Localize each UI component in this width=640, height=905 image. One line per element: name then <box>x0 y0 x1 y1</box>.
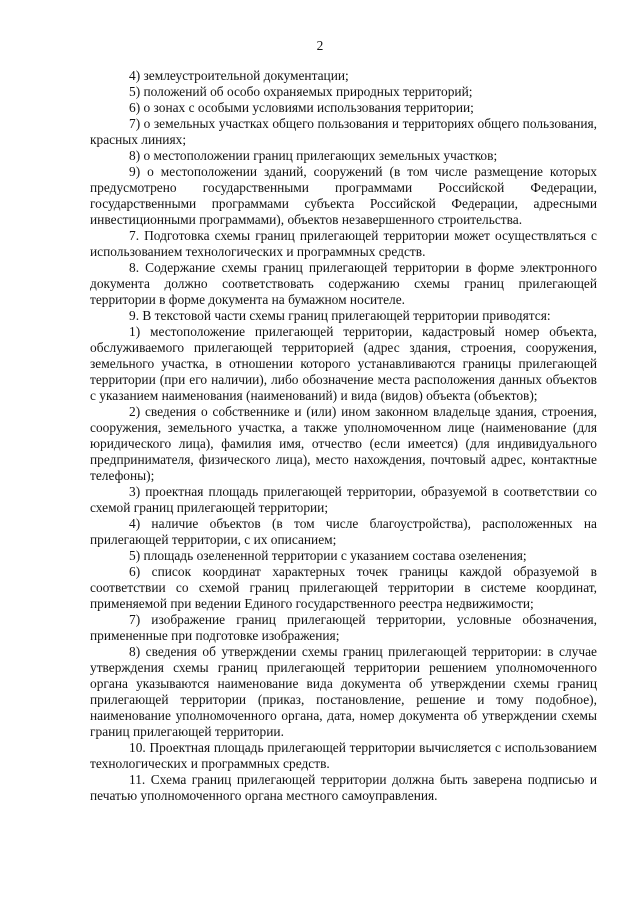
list-item: 5) площадь озелененной территории с указанием состава озеленения; <box>129 548 527 563</box>
list-item: 8) сведения об утверждении схемы границ прилегающей территории: в случае утверждения схемы границ прилегающей территории решением уполномоченного органа указываются наименование вида документа об утверждении схемы границ прилегающей территории (приказ, постановление, решение и тому подобное), наименование уполномоченного органа, дата, номер документа об утверждении схемы границ прилегающей территории. <box>90 644 597 739</box>
list-item: 4) землеустроительной документации; <box>129 68 349 83</box>
section-paragraph: 7. Подготовка схемы границ прилегающей территории может осуществляться с использованием технологических и программных средств. <box>90 228 597 259</box>
section-paragraph: 9. В текстовой части схемы границ прилегающей территории приводятся: <box>129 308 551 323</box>
list-item: 1) местоположение прилегающей территории, кадастровый номер объекта, обслуживаемого прилегающей территорией (адрес здания, строения, сооружения, земельного участка, в отношении которого устанавливаются границы прилегающей территории (при его наличии), либо обозначение места расположения данных объектов с указанием наименования (наименований) и вида (видов) объекта (объектов); <box>90 324 597 403</box>
list-item: 4) наличие объектов (в том числе благоустройства), расположенных на прилегающей территории, с их описанием; <box>90 516 597 547</box>
list-item: 2) сведения о собственнике и (или) ином законном владельце здания, строения, сооружения, земельного участка, а также уполномоченном лице (наименование (для юридического лица), фамилия имя, отчество (если имеется) (для индивидуального предпринимателя, физического лица), место нахождения, почтовый адрес, контактные телефоны); <box>90 404 597 483</box>
document-body <box>90 68 597 804</box>
list-item: 7) изображение границ прилегающей территории, условные обозначения, примененные при подготовке изображения; <box>90 612 597 643</box>
list-item: 9) о местоположении зданий, сооружений (в том числе размещение которых предусмотрено государственными программами Российской Федерации, государственными программами субъекта Российской Федерации, адресными инвестиционными программами), объектов незавершенного строительства. <box>90 164 597 227</box>
section-paragraph: 10. Проектная площадь прилегающей территории вычисляется с использованием технологических и программных средств. <box>90 740 597 771</box>
list-item: 5) положений об особо охраняемых природных территорий; <box>129 84 473 99</box>
page-number: 2 <box>316 38 324 53</box>
list-item: 3) проектная площадь прилегающей территории, образуемой в соответствии со схемой границ прилегающей территории; <box>90 484 597 515</box>
section-paragraph: 11. Схема границ прилегающей территории должна быть заверена подписью и печатью уполномоченного органа местного самоуправления. <box>90 772 597 803</box>
list-item: 8) о местоположении границ прилегающих земельных участков; <box>129 148 498 163</box>
list-item: 7) о земельных участках общего пользования и территориях общего пользования, красных линиях; <box>90 116 597 147</box>
section-paragraph: 8. Содержание схемы границ прилегающей территории в форме электронного документа должно соответствовать содержанию схемы границ прилегающей территории в форме документа на бумажном носителе. <box>90 260 597 307</box>
list-item: 6) список координат характерных точек границы каждой образуемой в соответствии со схемой границ прилегающей территории в системе координат, применяемой при ведении Единого государственного реестра недвижимости; <box>90 564 597 611</box>
list-item: 6) о зонах с особыми условиями использования территории; <box>129 100 474 115</box>
